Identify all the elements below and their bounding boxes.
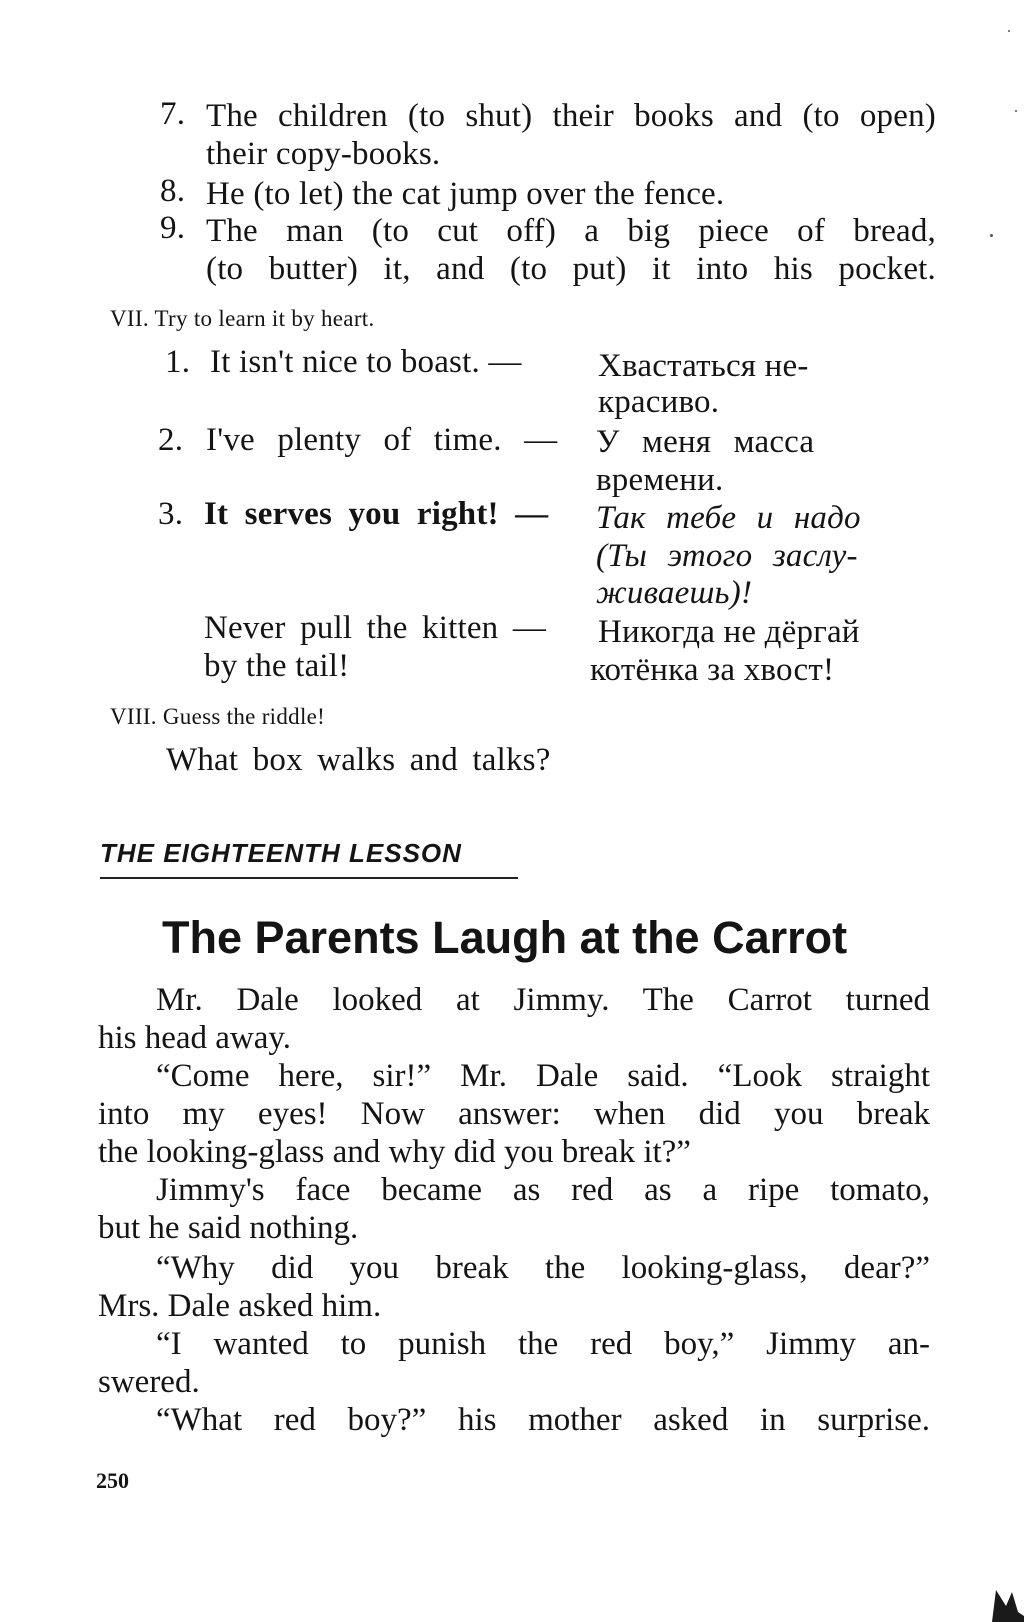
phrase-english: It isn't nice to boast. — xyxy=(210,344,522,380)
scan-corner-mark xyxy=(984,1572,1024,1622)
exercise-item-number: 9. xyxy=(160,210,186,246)
story-line: swered. xyxy=(98,1364,200,1400)
phrase-number: 3. xyxy=(158,496,184,532)
story-line: the looking-glass and why did you break it?” xyxy=(98,1134,691,1170)
phrase-russian: времени. xyxy=(596,462,724,498)
phrase-english: It serves you right! — xyxy=(204,496,549,532)
exercise-item-line: The man (to cut off) a big piece of bread, xyxy=(206,213,936,249)
story-line: “I wanted to punish the red boy,” Jimmy an- xyxy=(156,1326,930,1362)
lesson-heading: THE EIGHTEENTH LESSON xyxy=(100,838,462,868)
scan-speck xyxy=(1015,110,1017,112)
phrase-russian: живаешь)! xyxy=(596,575,753,611)
exercise-heading: VIII. Guess the riddle! xyxy=(110,704,326,729)
story-line: “Come here, sir!” Mr. Dale said. “Look straight xyxy=(156,1058,930,1094)
phrase-russian: (Ты этого заслу- xyxy=(596,538,858,574)
story-line: but he said nothing. xyxy=(98,1210,359,1246)
phrase-russian: красиво. xyxy=(598,384,720,420)
exercise-item-line: (to butter) it, and (to put) it into his pocket. xyxy=(206,251,936,287)
story-line: into my eyes! Now answer: when did you break xyxy=(98,1096,930,1132)
scan-speck xyxy=(990,234,993,237)
phrase-english: by the tail! xyxy=(204,648,350,684)
story-line: “Why did you break the looking-glass, dear?” xyxy=(156,1250,930,1286)
page-number: 250 xyxy=(96,1468,129,1493)
scan-speck xyxy=(1008,30,1010,32)
exercise-item-line: He (to let) the cat jump over the fence. xyxy=(206,176,725,212)
lesson-heading-rule xyxy=(100,877,518,879)
phrase-russian: Так тебе и надо xyxy=(596,500,861,536)
exercise-item-number: 7. xyxy=(160,96,186,132)
phrase-number: 1. xyxy=(165,344,191,380)
exercise-heading: VII. Try to learn it by heart. xyxy=(110,306,375,331)
phrase-russian: Никогда не дёргай xyxy=(598,614,860,650)
phrase-russian: Хвастаться не- xyxy=(598,348,809,384)
story-line: Mr. Dale looked at Jimmy. The Carrot turned xyxy=(156,982,930,1018)
exercise-item-line: The children (to shut) their books and (to open) xyxy=(206,98,936,134)
phrase-english: Never pull the kitten — xyxy=(204,610,547,646)
phrase-russian: котёнка за хвост! xyxy=(590,652,835,688)
exercise-item-number: 8. xyxy=(160,173,186,209)
story-title: The Parents Laugh at the Carrot xyxy=(162,912,848,963)
story-line: his head away. xyxy=(98,1020,292,1056)
riddle-text: What box walks and talks? xyxy=(166,742,551,778)
story-line: Jimmy's face became as red as a ripe tomato, xyxy=(156,1172,930,1208)
story-line: “What red boy?” his mother asked in surprise. xyxy=(156,1402,930,1438)
phrase-english: I've plenty of time. — xyxy=(206,422,558,458)
phrase-number: 2. xyxy=(158,422,184,458)
story-line: Mrs. Dale asked him. xyxy=(98,1288,382,1324)
phrase-russian: У меня масса xyxy=(596,424,815,460)
exercise-item-line: their copy-books. xyxy=(206,136,441,172)
